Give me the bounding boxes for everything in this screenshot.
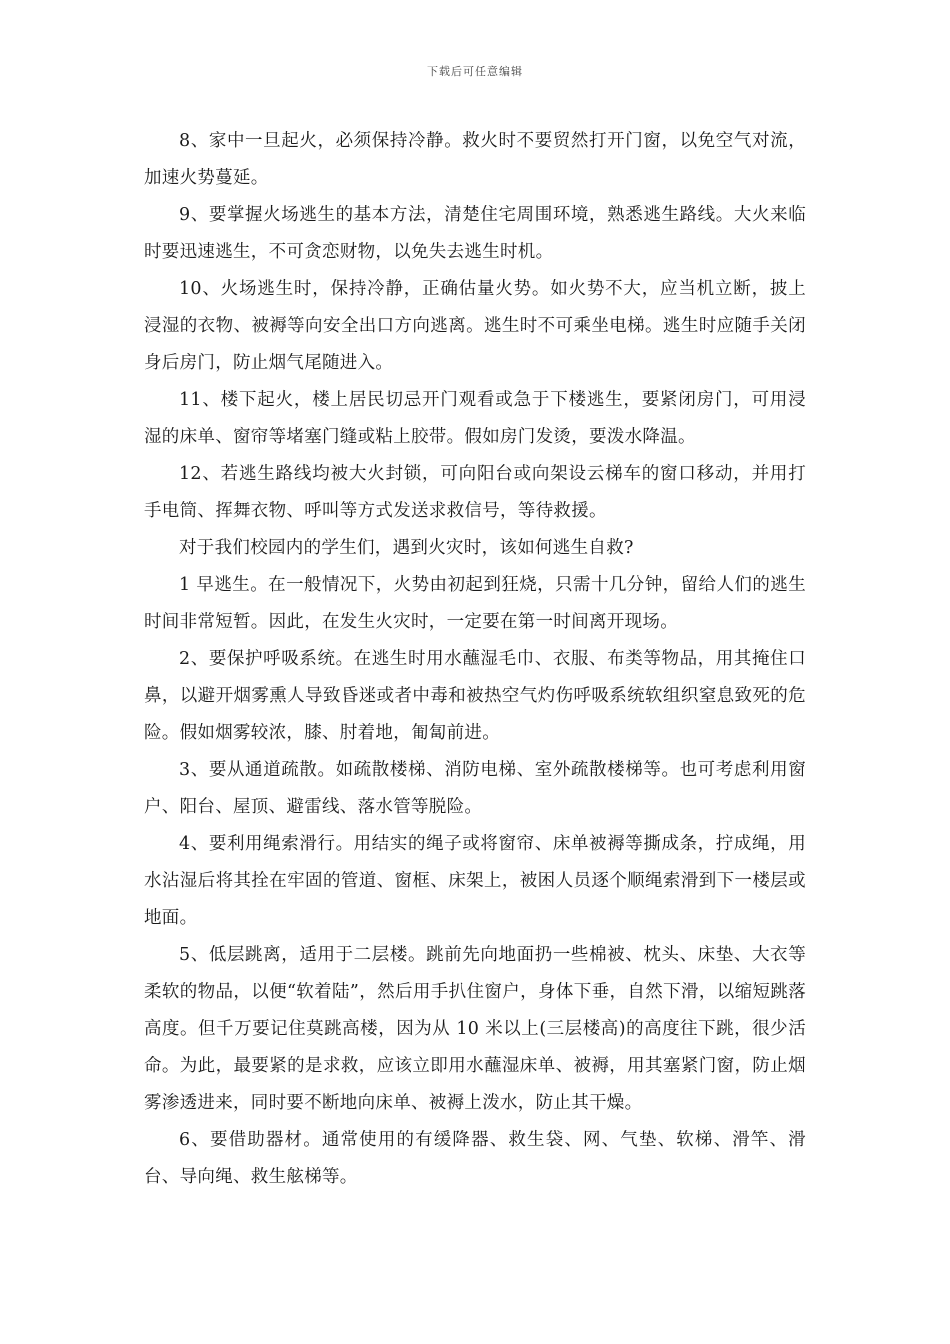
paragraph: 11、楼下起火，楼上居民切忌开门观看或急于下楼逃生，要紧闭房门，可用浸湿的床单、窗帘等堵塞门缝或粘上胶带。假如房门发烫，要泼水降温。 xyxy=(144,390,806,447)
paragraph: 1 早逃生。在一般情况下，火势由初起到狂烧，只需十几分钟，留给人们的逃生时间非常短暂。因此，在发生火灾时，一定要在第一时间离开现场。 xyxy=(144,575,806,632)
paragraph: 6、要借助器材。通常使用的有缓降器、救生袋、网、气垫、软梯、滑竿、滑台、导向绳、救生舷梯等。 xyxy=(144,1130,806,1187)
document-body xyxy=(144,123,806,1196)
paragraph: 9、要掌握火场逃生的基本方法，清楚住宅周围环境，熟悉逃生路线。大火来临时要迅速逃生，不可贪恋财物，以免失去逃生时机。 xyxy=(144,205,806,262)
paragraph: 2、要保护呼吸系统。在逃生时用水蘸湿毛巾、衣服、布类等物品，用其掩住口鼻，以避开烟雾熏人导致昏迷或者中毒和被热空气灼伤呼吸系统软组织窒息致死的危险。假如烟雾较浓，膝、肘着地，匍匐前进。 xyxy=(144,649,806,743)
paragraph: 10、火场逃生时，保持冷静，正确估量火势。如火势不大，应当机立断，披上浸湿的衣物、被褥等向安全出口方向逃离。逃生时不可乘坐电梯。逃生时应随手关闭身后房门，防止烟气尾随进入。 xyxy=(144,279,806,373)
paragraph: 8、家中一旦起火，必须保持冷静。救火时不要贸然打开门窗，以免空气对流，加速火势蔓延。 xyxy=(144,131,806,188)
page-header: 下载后可任意编辑 xyxy=(427,65,523,78)
section-question: 对于我们校园内的学生们，遇到火灾时，该如何逃生自救? xyxy=(179,538,634,558)
paragraph: 5、低层跳离，适用于二层楼。跳前先向地面扔一些棉被、枕头、床垫、大衣等柔软的物品，以便“软着陆”，然后用手扒住窗户，身体下垂，自然下滑，以缩短跳落高度。但千万要记住莫跳高楼，因为从 10 米以上(三层楼高)的高度往下跳，很少活命。为此，最要紧的是求救，应该立即用水蘸湿床单、被褥，用其塞紧门窗，防止烟雾渗透进来，同时要不断地向床单、被褥上泼水，防止其干燥。 xyxy=(144,945,806,1113)
paragraph: 4、要利用绳索滑行。用结实的绳子或将窗帘、床单被褥等撕成条，拧成绳，用水沾湿后将其拴在牢固的管道、窗框、床架上，被困人员逐个顺绳索滑到下一楼层或地面。 xyxy=(144,834,806,928)
paragraph: 12、若逃生路线均被大火封锁，可向阳台或向架设云梯车的窗口移动，并用打手电筒、挥舞衣物、呼叫等方式发送求救信号，等待救援。 xyxy=(144,464,806,521)
paragraph: 3、要从通道疏散。如疏散楼梯、消防电梯、室外疏散楼梯等。也可考虑利用窗户、阳台、屋顶、避雷线、落水管等脱险。 xyxy=(144,760,806,817)
